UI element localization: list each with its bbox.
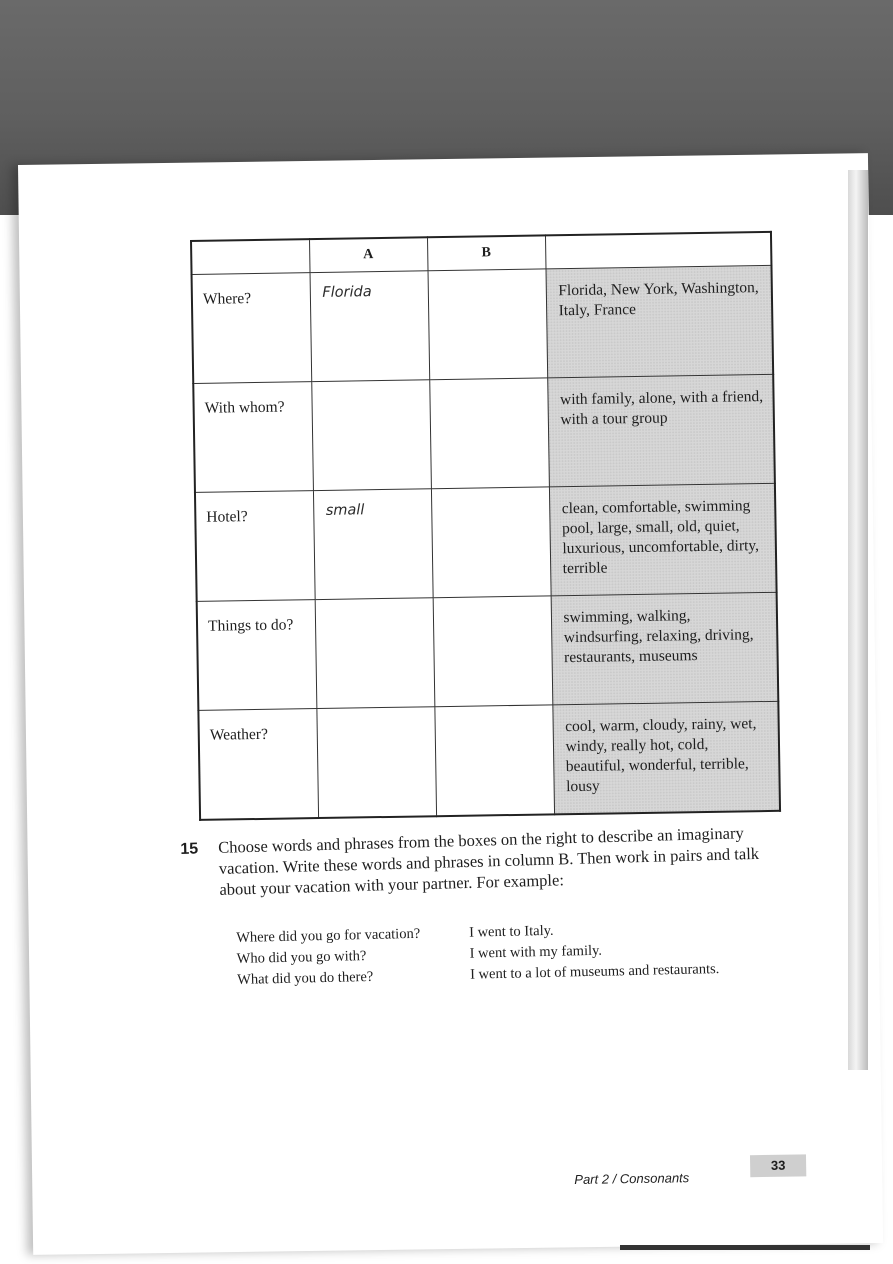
column-b-entry[interactable] — [431, 487, 551, 598]
example-answer: I went to a lot of museums and restaurants. — [469, 961, 720, 983]
row-question: With whom? — [193, 382, 313, 493]
word-box: swimming, walking, windsurfing, relaxing, driving, restaurants, museums — [551, 592, 779, 705]
column-a-entry — [315, 598, 435, 709]
column-a-entry — [316, 707, 436, 818]
header-question — [191, 239, 310, 274]
example-question: Where did you go for vacation? — [236, 925, 421, 946]
page-bottom-edge — [620, 1245, 870, 1250]
exercise-instruction-text: Choose words and phrases from the boxes on the right to describe an imaginary vacation. Write these words and phrases in column B. Then work in pairs and talk about your vacation with your partner. For example: — [218, 823, 760, 899]
column-b-entry[interactable] — [428, 269, 548, 380]
column-a-entry: Florida — [310, 271, 430, 382]
table-row — [197, 592, 779, 710]
column-b-entry[interactable] — [433, 596, 553, 707]
row-question: Hotel? — [195, 491, 315, 602]
row-question: Weather? — [198, 709, 318, 820]
word-box: Florida, New York, Washington, Italy, France — [545, 265, 773, 378]
column-a-entry: small — [313, 489, 433, 600]
example-questions — [236, 923, 467, 991]
table-row — [192, 265, 774, 383]
example-answer: I went to Italy. — [468, 922, 554, 941]
column-a-entry — [311, 380, 431, 491]
word-box: with family, alone, with a friend, with a tour group — [547, 374, 775, 487]
row-question: Where? — [192, 273, 312, 384]
example-answer: I went with my family. — [469, 942, 603, 962]
page-edge — [848, 170, 868, 1070]
column-b-entry[interactable] — [434, 705, 554, 816]
page-footer — [574, 1154, 814, 1188]
table-row — [195, 483, 777, 601]
word-box: cool, warm, cloudy, rainy, wet, windy, really hot, cold, beautiful, wonderful, terrible, lousy — [552, 701, 780, 814]
column-b-entry[interactable] — [429, 378, 549, 489]
section-label: Part 2 / Consonants — [574, 1170, 690, 1187]
header-options — [545, 232, 771, 269]
exercise-number: 15 — [180, 840, 199, 858]
row-question: Things to do? — [197, 600, 317, 711]
header-column-b: B — [427, 235, 546, 270]
word-box: clean, comfortable, swimming pool, large, small, old, quiet, luxurious, uncomfortable, dirty, terrible — [549, 483, 777, 596]
example-question: Who did you go with? — [236, 948, 367, 967]
page-number: 33 — [750, 1154, 806, 1177]
header-column-a: A — [309, 237, 428, 272]
table-row — [193, 374, 775, 492]
example-answers — [469, 915, 800, 985]
example-question: What did you do there? — [236, 968, 374, 988]
table-row — [198, 701, 780, 820]
vacation-table — [190, 231, 781, 821]
